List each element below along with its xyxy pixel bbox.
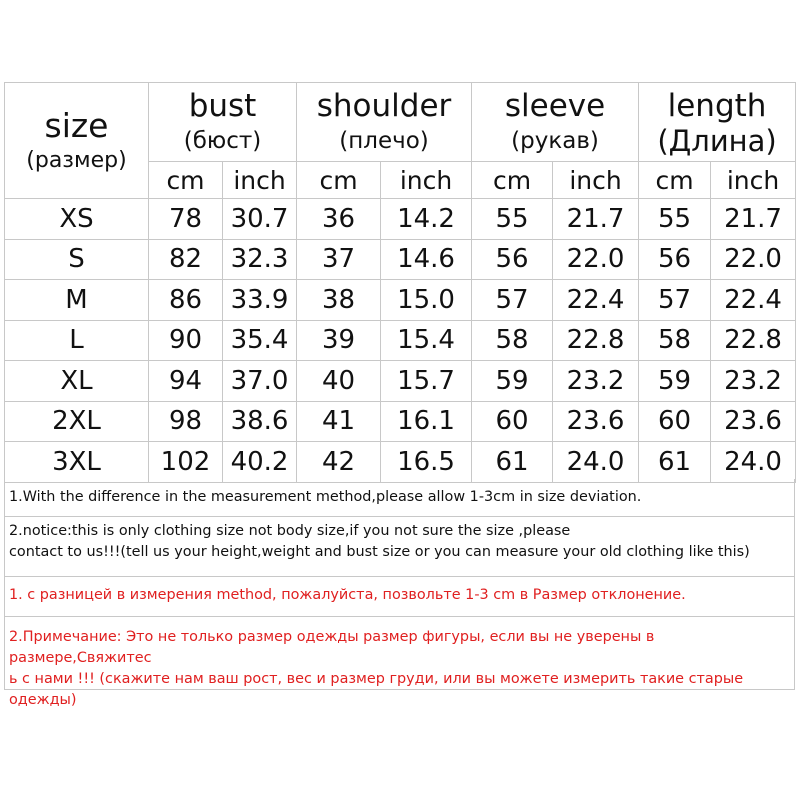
table-row <box>5 199 796 240</box>
shoulder-header-en: shoulder <box>316 88 452 124</box>
size-label: 2XL <box>5 401 149 442</box>
size-chart-table <box>4 82 796 483</box>
table-row <box>5 239 796 280</box>
value-cell: 24.0 <box>553 442 639 483</box>
value-cell: 38 <box>297 280 381 321</box>
size-label: XL <box>5 361 149 402</box>
bust-header-en: bust <box>188 88 257 124</box>
value-cell: 32.3 <box>223 239 297 280</box>
value-cell: 102 <box>149 442 223 483</box>
value-cell: 82 <box>149 239 223 280</box>
value-cell: 16.5 <box>381 442 472 483</box>
value-cell: 56 <box>472 239 553 280</box>
value-cell: 36 <box>297 199 381 240</box>
value-cell: 14.2 <box>381 199 472 240</box>
value-cell: 23.2 <box>711 361 796 402</box>
value-cell: 86 <box>149 280 223 321</box>
size-label: L <box>5 320 149 361</box>
note-en-1-text: 1.With the difference in the measurement method,please allow 1-3cm in size deviation. <box>9 489 642 505</box>
length-header-en: length <box>667 88 767 124</box>
value-cell: 23.2 <box>553 361 639 402</box>
table-row <box>5 320 796 361</box>
size-label: S <box>5 239 149 280</box>
shoulder-header-ru: (плечо) <box>339 128 429 154</box>
value-cell: 22.4 <box>711 280 796 321</box>
value-cell: 58 <box>472 320 553 361</box>
value-cell: 21.7 <box>553 199 639 240</box>
value-cell: 55 <box>472 199 553 240</box>
value-cell: 23.6 <box>711 401 796 442</box>
value-cell: 60 <box>639 401 711 442</box>
value-cell: 35.4 <box>223 320 297 361</box>
note-ru-notice <box>4 617 795 708</box>
value-cell: 14.6 <box>381 239 472 280</box>
note-ru-1-text: 1. с разницей в измерения method, пожалуйста, позвольте 1-3 cm в Размер отклонение. <box>9 587 686 603</box>
table-row <box>5 442 796 483</box>
table-row <box>5 401 796 442</box>
value-cell: 15.0 <box>381 280 472 321</box>
value-cell: 60 <box>472 401 553 442</box>
value-cell: 55 <box>639 199 711 240</box>
unit-cell: inch <box>553 162 639 199</box>
size-header-en: size <box>44 105 109 145</box>
value-cell: 90 <box>149 320 223 361</box>
value-cell: 61 <box>639 442 711 483</box>
value-cell: 38.6 <box>223 401 297 442</box>
unit-cell: inch <box>223 162 297 199</box>
value-cell: 22.0 <box>711 239 796 280</box>
value-cell: 23.6 <box>553 401 639 442</box>
table-row <box>5 361 796 402</box>
unit-cell: inch <box>381 162 472 199</box>
size-header <box>5 83 149 199</box>
unit-cell: cm <box>149 162 223 199</box>
value-cell: 78 <box>149 199 223 240</box>
value-cell: 40.2 <box>223 442 297 483</box>
value-cell: 33.9 <box>223 280 297 321</box>
value-cell: 21.7 <box>711 199 796 240</box>
size-label: XS <box>5 199 149 240</box>
bust-header <box>149 83 297 162</box>
shoulder-header <box>297 83 472 162</box>
value-cell: 56 <box>639 239 711 280</box>
unit-cell: cm <box>639 162 711 199</box>
length-header <box>639 83 796 162</box>
size-label: M <box>5 280 149 321</box>
unit-cell: cm <box>472 162 553 199</box>
value-cell: 22.8 <box>711 320 796 361</box>
value-cell: 16.1 <box>381 401 472 442</box>
value-cell: 61 <box>472 442 553 483</box>
unit-cell: inch <box>711 162 796 199</box>
value-cell: 15.7 <box>381 361 472 402</box>
note-en-2-line-2: contact to us!!!(tell us your height,weight and bust size or you can measure your old clothing like this) <box>9 544 750 560</box>
value-cell: 98 <box>149 401 223 442</box>
value-cell: 41 <box>297 401 381 442</box>
note-ru-2-line-1: 2.Примечание: Это не только размер одежды размер фигуры, если вы не уверены в размере,Свяжитес <box>9 629 655 666</box>
value-cell: 22.8 <box>553 320 639 361</box>
bust-header-ru: (бюст) <box>183 128 262 154</box>
value-cell: 58 <box>639 320 711 361</box>
note-en-2-line-1: 2.notice:this is only clothing size not body size,if you not sure the size ,please <box>9 523 571 539</box>
sleeve-header-ru: (рукав) <box>511 128 599 154</box>
unit-cell: cm <box>297 162 381 199</box>
length-header-ru: (Длина) <box>657 124 777 158</box>
note-en-notice <box>4 517 795 577</box>
value-cell: 42 <box>297 442 381 483</box>
size-header-ru: (размер) <box>26 147 127 173</box>
value-cell: 15.4 <box>381 320 472 361</box>
value-cell: 59 <box>472 361 553 402</box>
value-cell: 37.0 <box>223 361 297 402</box>
value-cell: 57 <box>639 280 711 321</box>
value-cell: 39 <box>297 320 381 361</box>
note-ru-measurement <box>4 577 795 617</box>
value-cell: 57 <box>472 280 553 321</box>
note-en-measurement <box>4 479 795 517</box>
value-cell: 37 <box>297 239 381 280</box>
note-ru-2-line-2: ь с нами !!! (скажите нам ваш рост, вес и размер груди, или вы можете измерить такие старые одежды) <box>9 671 744 708</box>
value-cell: 22.0 <box>553 239 639 280</box>
sleeve-header-en: sleeve <box>504 88 606 124</box>
value-cell: 94 <box>149 361 223 402</box>
size-label: 3XL <box>5 442 149 483</box>
value-cell: 30.7 <box>223 199 297 240</box>
table-row <box>5 280 796 321</box>
value-cell: 59 <box>639 361 711 402</box>
value-cell: 40 <box>297 361 381 402</box>
sleeve-header <box>472 83 639 162</box>
value-cell: 22.4 <box>553 280 639 321</box>
value-cell: 24.0 <box>711 442 796 483</box>
